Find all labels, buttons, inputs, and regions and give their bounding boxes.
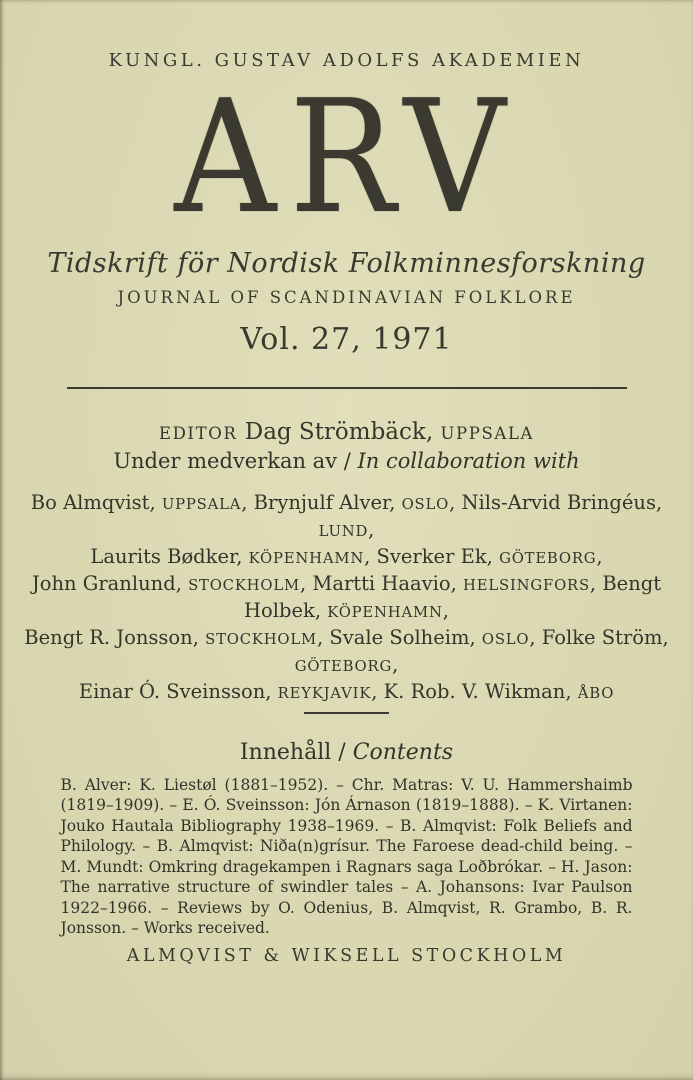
publisher-imprint: ALMQVIST & WIKSELL STOCKHOLM bbox=[126, 946, 567, 966]
collaborator-line bbox=[0, 490, 693, 544]
volume-line: Vol. 27, 1971 bbox=[240, 321, 453, 357]
editor-label: EDITOR bbox=[158, 423, 238, 443]
collaborator-name: Bengt R. Jonsson, bbox=[24, 625, 206, 649]
collaborator-name: , K. Rob. V. Wikman, bbox=[371, 679, 578, 703]
contents-heading-separator: / bbox=[331, 739, 353, 765]
editor-line bbox=[0, 419, 693, 445]
contents-heading-english: Contents bbox=[352, 739, 454, 765]
collaborator-city: LUND bbox=[318, 522, 369, 540]
collaborator-city: UPPSALA bbox=[161, 495, 242, 513]
collaborator-name: , Svale Solheim, bbox=[316, 625, 482, 649]
collaborator-name: , bbox=[596, 544, 603, 568]
collaborator-city: STOCKHOLM bbox=[188, 576, 300, 594]
subtitle-english: JOURNAL OF SCANDINAVIAN FOLKLORE bbox=[117, 287, 576, 307]
collaborator-name: , Folke Ström, bbox=[529, 625, 669, 649]
collaborator-city: OSLO bbox=[401, 495, 450, 513]
collaborator-name: , Martti Haavio, bbox=[299, 571, 464, 595]
collaborator-city: STOCKHOLM bbox=[205, 630, 317, 648]
collaborators-list bbox=[0, 490, 693, 706]
collaborator-name: , bbox=[392, 652, 399, 676]
collaborator-name: John Granlund, bbox=[31, 571, 189, 595]
collaborator-city: OSLO bbox=[481, 630, 530, 648]
collaborator-name: , Brynjulf Alver, bbox=[241, 490, 402, 514]
collaborator-city: GÖTEBORG bbox=[294, 657, 393, 675]
collaborator-city: GÖTEBORG bbox=[499, 549, 597, 567]
collaborator-city: KÖPENHAMN bbox=[327, 603, 443, 621]
contents-heading-swedish: Innehåll bbox=[239, 739, 332, 765]
collaborator-name: Bo Almqvist, bbox=[30, 490, 162, 514]
collaborator-line bbox=[0, 679, 693, 706]
collaborator-city: REYKJAVIK bbox=[277, 684, 372, 702]
collaborator-line bbox=[0, 544, 693, 571]
collaborator-name: , bbox=[368, 517, 375, 541]
contents-paragraph: B. Alver: K. Liestøl (1881–1952). – Chr. Matras: V. U. Hammershaimb (1819–1909). – E. Ó. Sveinsson: Jón Árnason (1819–1888). – K. Virtanen: Jouko Hautala Bibliography 1938–1969. – B. Almqvist: Folk Beliefs and Philology. – B. Almqvist: Niða(n)grísur. The Faroese dead-child being. – M. Mundt: Omkring dragekampen i Ragnars saga Loðbrókar. – H. Jason: The narrative structure of swindler tales – A. Johansons: Ivar Paulson 1922–1966. – Reviews by O. Odenius, B. Almqvist, R. Grambo, B. R. Jonsson. – Works received. bbox=[60, 775, 633, 937]
collaborator-name: , Nils-Arvid Bringéus, bbox=[449, 490, 663, 514]
collaborator-city: ÅBO bbox=[577, 684, 615, 702]
editor-name: Dag Strömbäck, bbox=[237, 418, 441, 445]
collaborator-name: Laurits Bødker, bbox=[90, 544, 249, 568]
collaborator-name: , bbox=[442, 598, 449, 622]
collaborator-line bbox=[0, 571, 693, 625]
academy-name: KUNGL. GUSTAV ADOLFS AKADEMIEN bbox=[108, 50, 585, 71]
journal-logo-arv: ARV bbox=[174, 67, 519, 249]
horizontal-rule-short bbox=[304, 712, 389, 714]
collaborator-name: Einar Ó. Sveinsson, bbox=[78, 679, 278, 703]
collaborator-line bbox=[0, 625, 693, 679]
collaboration-intro-separator: / bbox=[337, 448, 358, 473]
horizontal-rule-full bbox=[67, 387, 627, 389]
collaboration-intro bbox=[0, 449, 693, 473]
editor-city: UPPSALA bbox=[440, 423, 535, 443]
contents-heading bbox=[0, 740, 693, 765]
collaborator-city: HELSINGFORS bbox=[463, 576, 590, 594]
collaborator-name: , Sverker Ek, bbox=[364, 544, 500, 568]
collaboration-intro-swedish: Under medverkan av bbox=[113, 448, 338, 473]
collaborator-name: , Bengt Holbek, bbox=[244, 571, 662, 622]
collaboration-intro-english: In collaboration with bbox=[357, 448, 580, 473]
subtitle-swedish: Tidskrift för Nordisk Folkminnesforskning bbox=[47, 247, 646, 279]
collaborator-city: KÖPENHAMN bbox=[248, 549, 365, 567]
